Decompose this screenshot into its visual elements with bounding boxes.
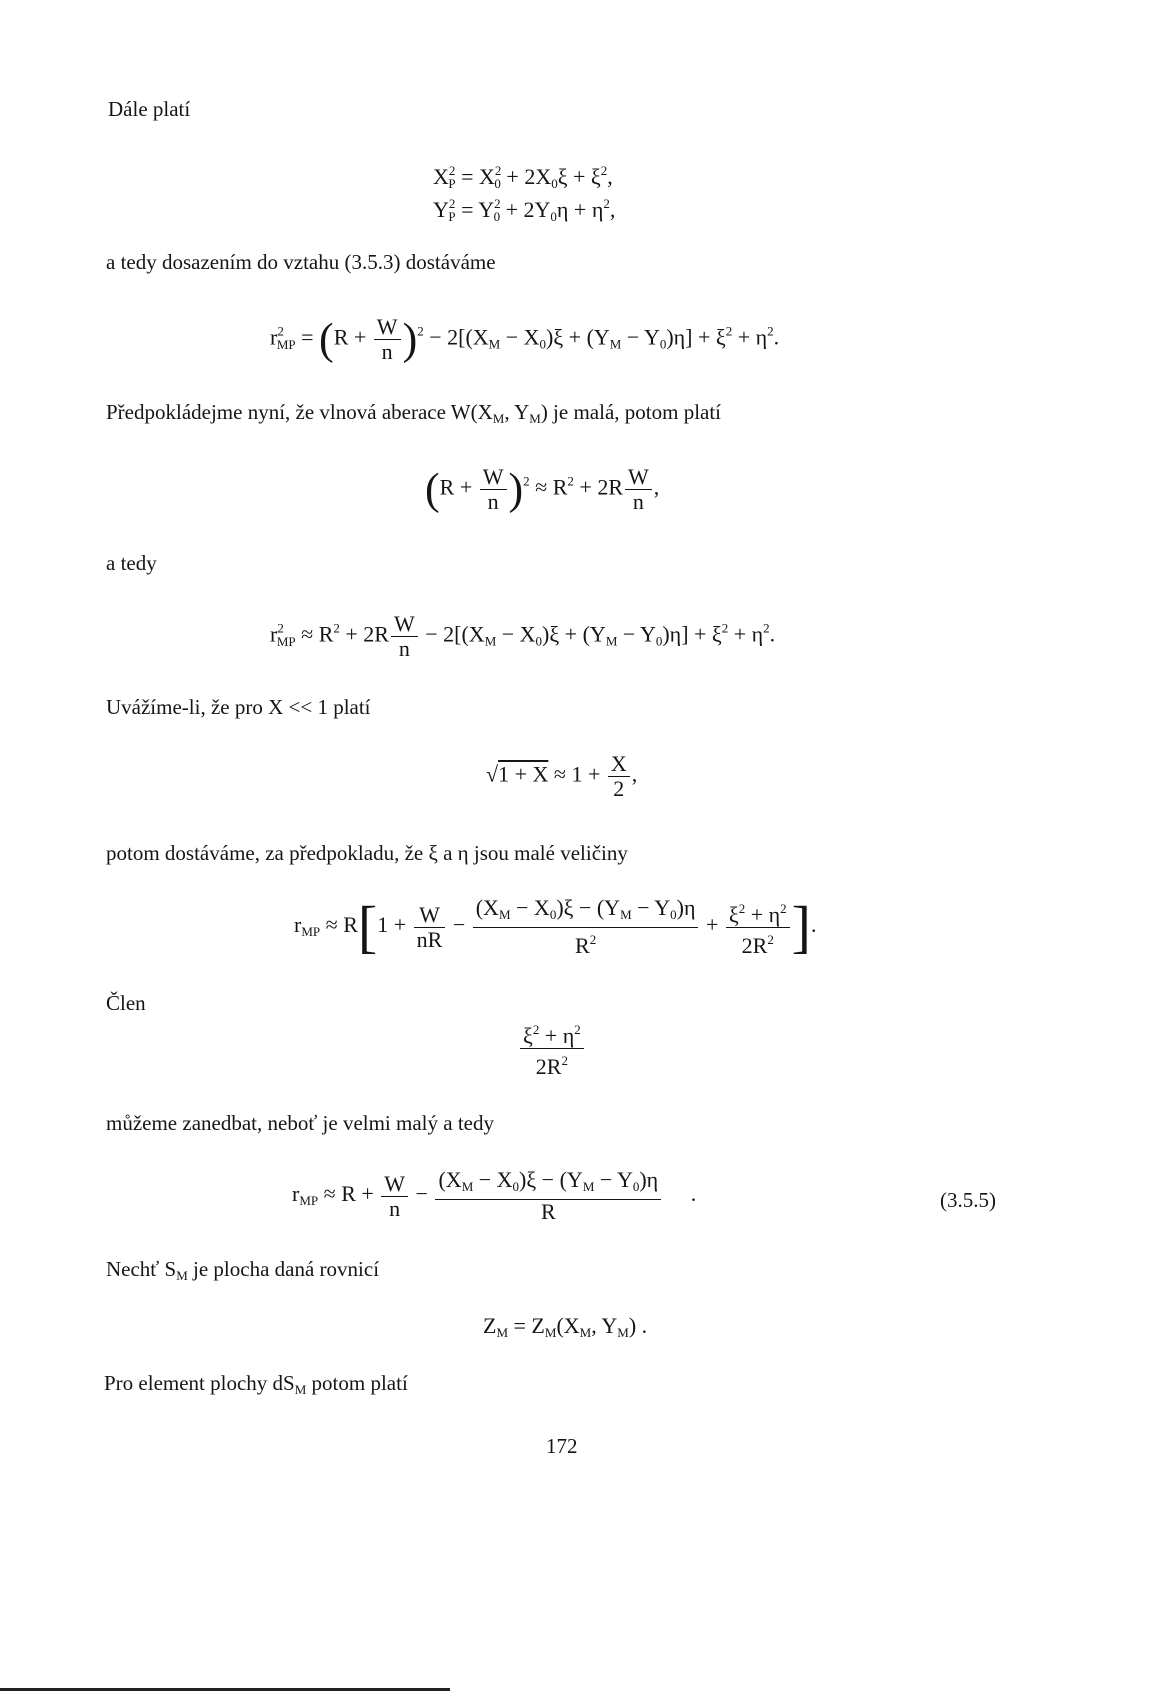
paragraph-clen: Člen bbox=[106, 991, 146, 1015]
equation-approximation-square: (R + $\frac{W}{n}$ )$^2 \approx R^2 + 2R$ $\frac{W}{n}$ , bbox=[425, 464, 660, 514]
equation-number: (3.5.5) bbox=[940, 1188, 996, 1212]
paragraph-pro-element: Pro element plochy $dS_M$ potom platí bbox=[104, 1371, 408, 1397]
equation-rmp-squared-approx: $r^2_{MP} \approx R^2 + 2R$ $\frac{W}{n}$ − $2[(X_M - X_0)\xi + (Y_M - Y_0)\eta] + \xi^2 + \eta^2$. bbox=[270, 611, 776, 661]
equation-neglected-term: $\frac{\xi^2 + \eta^2}{2R^2}$ bbox=[518, 1018, 586, 1079]
paragraph-necht-sm: Nechť $S_M$ je plocha daná rovnicí bbox=[106, 1257, 380, 1283]
paragraph-dale-plati: Dále platí bbox=[108, 97, 191, 121]
equation-rmp-squared-exact: $r^2_{MP} = (R$ + $\frac{W}{n}$ )$^2 - 2[(X_M - X_0)\xi + (Y_M - Y_0)\eta] + \xi^2 + \eta^2$. bbox=[270, 314, 780, 364]
paragraph-dosazenim: a tedy dosazením do vztahu (3.5.3) dostáváme bbox=[106, 250, 496, 274]
equation-yp-squared: $Y^2_P = Y^2_0 + 2Y_0\eta + \eta^2$, bbox=[433, 196, 616, 224]
paragraph-predpokladejme: Předpokládejme nyní, že vlnová aberace $W(X_M$, $Y_M$) je malá, potom platí bbox=[106, 400, 722, 426]
equation-zm: $Z_M = Z_M(X_M$, $Y_M$) . bbox=[483, 1313, 648, 1340]
paragraph-muzeme-zanedbat: můžeme zanedbat, neboť je velmi malý a tedy bbox=[106, 1111, 494, 1135]
paragraph-a-tedy: a tedy bbox=[106, 551, 157, 575]
equation-xp-squared: $X^2_P = X^2_0 + 2X_0\xi + \xi^2$, bbox=[433, 163, 613, 191]
paragraph-uvazime-li: Uvážíme-li, že pro X << 1 platí bbox=[106, 695, 371, 719]
equation-sqrt-approximation: √1 + X ≈ 1 + $\frac{X}{2}$ , bbox=[486, 751, 638, 801]
equation-rmp-bracket: $r_{MP} \approx R[1$ + $\frac{W}{nR}$ − $\frac{(X_M - X_0)\xi - (Y_M - Y_0)\eta}{R^2}$ + $\frac{\xi^2 + \eta^2}{2R^2}$ ]. bbox=[294, 894, 817, 959]
page-number: 172 bbox=[546, 1434, 578, 1458]
scan-edge-rule bbox=[0, 1688, 450, 1691]
paragraph-potom-dostavame: potom dostáváme, za předpokladu, že ξ a η jsou malé veličiny bbox=[106, 841, 628, 865]
equation-3-5-5: $r_{MP} \approx R$ + $\frac{W}{n}$ − $\frac{(X_M - X_0)\xi - (Y_M - Y_0)\eta}{R}$ . bbox=[292, 1167, 697, 1224]
